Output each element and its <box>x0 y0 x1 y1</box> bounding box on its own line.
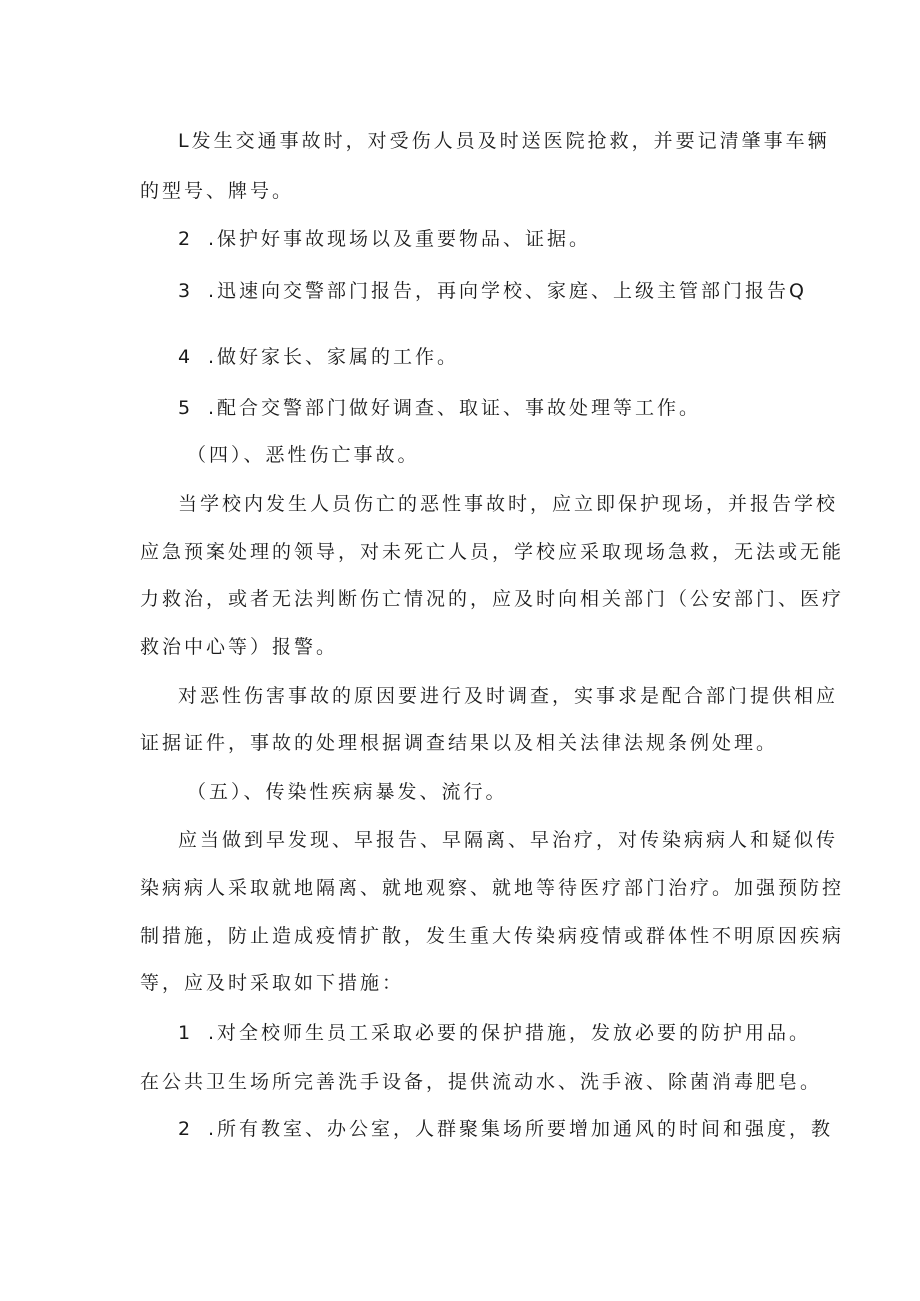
paragraph-line: 等，应及时采取如下措施： <box>140 972 405 994</box>
paragraph-line: 证据证件，事故的处理根据调查结果以及相关法律法规条例处理。 <box>140 732 779 754</box>
list-item-text: .配合交警部门做好调查、取证、事故处理等工作。 <box>208 397 702 419</box>
paragraph-line: 对恶性伤害事故的原因要进行及时调查，实事求是配合部门提供相应 <box>178 685 839 707</box>
list-item-text: .所有教室、办公室，人群聚集场所要增加通风的时间和强度，教 <box>208 1118 834 1140</box>
list-number: 2 <box>178 1118 191 1140</box>
paragraph-line: 在公共卫生场所完善洗手设备，提供流动水、洗手液、除菌消毒肥皂。 <box>140 1071 823 1093</box>
paragraph-line: L发生交通事故时，对受伤人员及时送医院抢救，并要记清肇事车辆 <box>178 130 830 152</box>
section-heading-4: （四）、恶性伤亡事故。 <box>187 444 420 466</box>
list-item-3 <box>178 279 807 303</box>
list-number: 1 <box>178 1022 191 1044</box>
paragraph-line: 的型号、牌号。 <box>140 180 295 202</box>
list-item-1 <box>178 1021 811 1045</box>
paragraph-line: 应急预案处理的领导，对未死亡人员，学校应采取现场急救，无法或无能 <box>140 541 845 563</box>
paragraph-line: 当学校内发生人员伤亡的恶性事故时，应立即保护现场，并报告学校 <box>178 493 839 515</box>
paragraph-line: 力救治，或者无法判断伤亡情况的，应及时向相关部门（公安部门、医疗 <box>140 588 845 610</box>
list-item-2b <box>178 1117 833 1141</box>
list-item-5 <box>178 396 701 420</box>
paragraph-line: 应当做到早发现、早报告、早隔离、早治疗，对传染病病人和疑似传 <box>178 829 839 851</box>
section-heading-5: （五）、传染性疾病暴发、流行。 <box>187 781 508 803</box>
paragraph-line: 染病病人采取就地隔离、就地观察、就地等待医疗部门治疗。加强预防控 <box>140 877 845 899</box>
list-item-text: .保护好事故现场以及重要物品、证据。 <box>208 228 592 250</box>
list-item-4 <box>178 345 459 369</box>
list-number: 5 <box>178 397 191 419</box>
list-item-text: .对全校师生员工采取必要的保护措施，发放必要的防护用品。 <box>208 1022 812 1044</box>
list-item-text: .迅速向交警部门报告，再向学校、家庭、上级主管部门报告Q <box>208 280 807 302</box>
paragraph-line: 制措施，防止造成疫情扩散，发生重大传染病疫情或群体性不明原因疾病 <box>140 925 845 947</box>
list-item-text: .做好家长、家属的工作。 <box>208 346 460 368</box>
list-number: 4 <box>178 346 191 368</box>
list-number: 3 <box>178 280 191 302</box>
list-number: 2 <box>178 228 191 250</box>
list-item-2 <box>178 227 591 251</box>
paragraph-line: 救治中心等）报警。 <box>140 636 339 658</box>
